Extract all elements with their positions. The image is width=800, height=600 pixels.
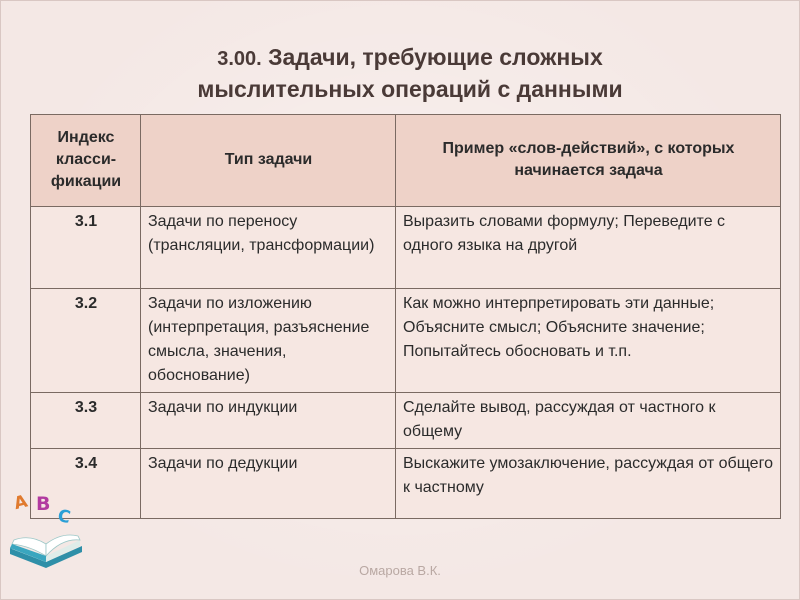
cell-type: Задачи по изложению (интерпретация, разъяснение смысла, значения, обоснование) <box>141 289 396 393</box>
cell-type: Задачи по индукции <box>141 393 396 449</box>
cell-example: Сделайте вывод, рассуждая от частного к общему <box>396 393 781 449</box>
cell-example: Как можно интерпретировать эти данные; Объясните смысл; Объясните значение; Попытайтесь обосновать и т.п. <box>396 289 781 393</box>
cell-type: Задачи по переносу (трансляции, трансформации) <box>141 207 396 289</box>
header-index: Индекс класси-фикации <box>31 115 141 207</box>
table-row <box>31 207 781 289</box>
cell-type: Задачи по дедукции <box>141 449 396 519</box>
slide-title <box>60 42 760 104</box>
cell-example: Выразить словами формулу; Переведите с одного языка на другой <box>396 207 781 289</box>
title-line-2: мыслительных операций с данными <box>197 76 623 102</box>
title-line-1: Задачи, требующие сложных <box>268 44 603 70</box>
letter-c-icon: C <box>55 505 73 529</box>
letter-a-icon: A <box>12 491 30 515</box>
cell-index: 3.2 <box>31 289 141 393</box>
cell-index: 3.1 <box>31 207 141 289</box>
footer-author: Омарова В.К. <box>359 563 441 578</box>
header-type: Тип задачи <box>141 115 396 207</box>
table-row <box>31 449 781 519</box>
header-example: Пример «слов-действий», с которых начинается задача <box>396 115 781 207</box>
letter-b-icon: B <box>36 493 51 515</box>
title-number: 3.00. <box>217 48 262 70</box>
table-row <box>31 289 781 393</box>
cell-index: 3.3 <box>31 393 141 449</box>
task-classification-table <box>30 114 781 519</box>
abc-book-icon <box>6 482 86 572</box>
cell-example: Выскажите умозаключение, рассуждая от общего к частному <box>396 449 781 519</box>
cell-index: 3.4 <box>31 449 141 519</box>
table-row <box>31 393 781 449</box>
table-header-row <box>31 115 781 207</box>
